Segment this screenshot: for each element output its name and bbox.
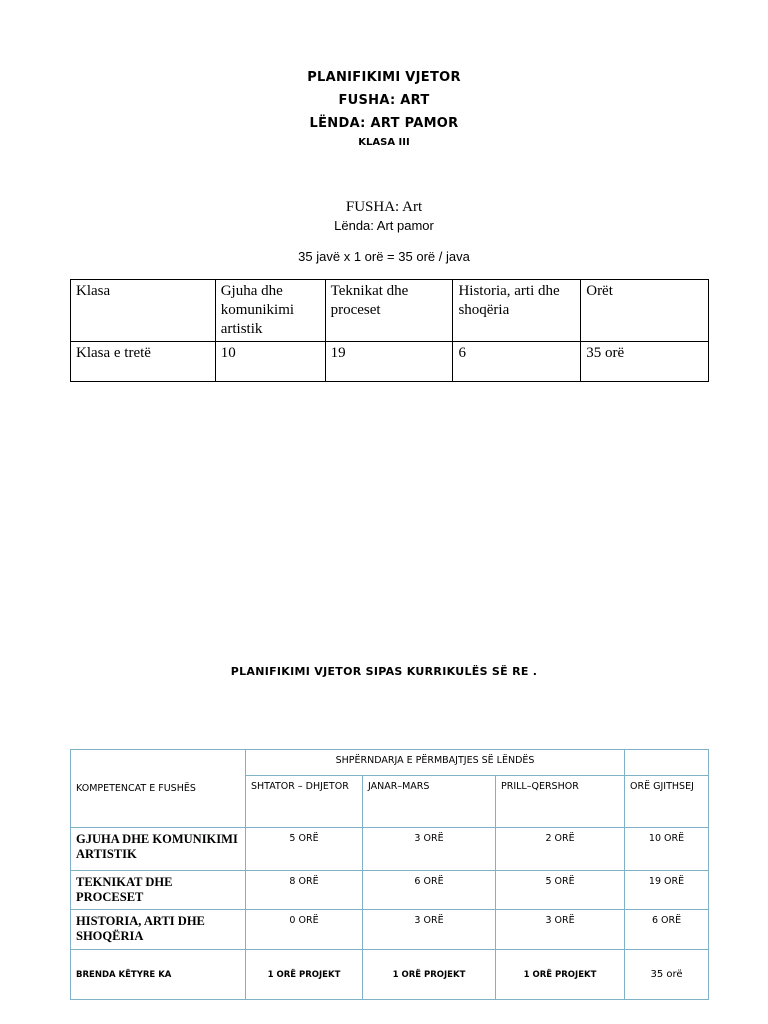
table-row [71, 828, 709, 871]
empty-header-cell [625, 750, 709, 776]
period-jan-mar: JANAR–MARS [363, 776, 496, 828]
row-label: HISTORIA, ARTI DHE SHOQËRIA [71, 910, 246, 950]
doc-title: PLANIFIKIMI VJETOR [307, 70, 461, 85]
row-value: 5 ORË [496, 871, 625, 910]
row-label: GJUHA DHE KOMUNIKIMI ARTISTIK [71, 828, 246, 871]
project-hour: 1 ORË PROJEKT [363, 950, 496, 1000]
project-hour: 1 ORË PROJEKT [246, 950, 363, 1000]
table-row [71, 910, 709, 950]
row-value: 5 ORË [246, 828, 363, 871]
header-cell-techniques: Teknikat dhe proceset [325, 280, 453, 342]
cell-hours: 35 orë [581, 342, 709, 382]
hours-summary-table [70, 279, 709, 382]
total-hours: 35 orë [625, 950, 709, 1000]
row-value: 3 ORË [363, 828, 496, 871]
table-row [71, 342, 709, 382]
competencies-header: KOMPETENCAT E FUSHËS [71, 750, 246, 828]
row-value: 6 ORË [625, 910, 709, 950]
header-cell-history: Historia, arti dhe shoqëria [453, 280, 581, 342]
row-value: 2 ORË [496, 828, 625, 871]
section-title: PLANIFIKIMI VJETOR SIPAS KURRIKULËS SË RE . [230, 665, 538, 678]
header-cell-hours: Orët [581, 280, 709, 342]
row-value: 3 ORË [363, 910, 496, 950]
table-row [71, 871, 709, 910]
doc-field: FUSHA: ART [338, 93, 430, 108]
footer-label: BRENDA KËTYRE KA [71, 950, 246, 1000]
table-header-row [71, 280, 709, 342]
period-apr-jun: PRILL–QERSHOR [496, 776, 625, 828]
doc-subject: LËNDA: ART PAMOR [309, 116, 459, 131]
row-value: 0 ORË [246, 910, 363, 950]
intro-subject: Lënda: Art pamor [334, 218, 434, 233]
intro-field: FUSHA: Art [345, 199, 423, 215]
curriculum-distribution-table [70, 749, 709, 1000]
row-value: 10 ORË [625, 828, 709, 871]
cell-history: 6 [453, 342, 581, 382]
distribution-header-row [71, 750, 709, 776]
cell-class: Klasa e tretë [71, 342, 216, 382]
header-cell-class: Klasa [71, 280, 216, 342]
row-value: 8 ORË [246, 871, 363, 910]
header-cell-language: Gjuha dhe komunikimi artistik [215, 280, 325, 342]
period-sep-dec: SHTATOR – DHJETOR [246, 776, 363, 828]
row-value: 6 ORË [363, 871, 496, 910]
row-value: 3 ORË [496, 910, 625, 950]
row-value: 19 ORË [625, 871, 709, 910]
distribution-header: SHPËRNDARJA E PËRMBAJTJES SË LËNDËS [246, 750, 625, 776]
doc-grade: KLASA III [358, 137, 410, 148]
intro-formula: 35 javë x 1 orë = 35 orë / java [298, 249, 470, 264]
row-label: TEKNIKAT DHE PROCESET [71, 871, 246, 910]
cell-techniques: 19 [325, 342, 453, 382]
project-hour: 1 ORË PROJEKT [496, 950, 625, 1000]
cell-language: 10 [215, 342, 325, 382]
period-total: ORË GJITHSEJ [625, 776, 709, 828]
table-row [71, 950, 709, 1000]
